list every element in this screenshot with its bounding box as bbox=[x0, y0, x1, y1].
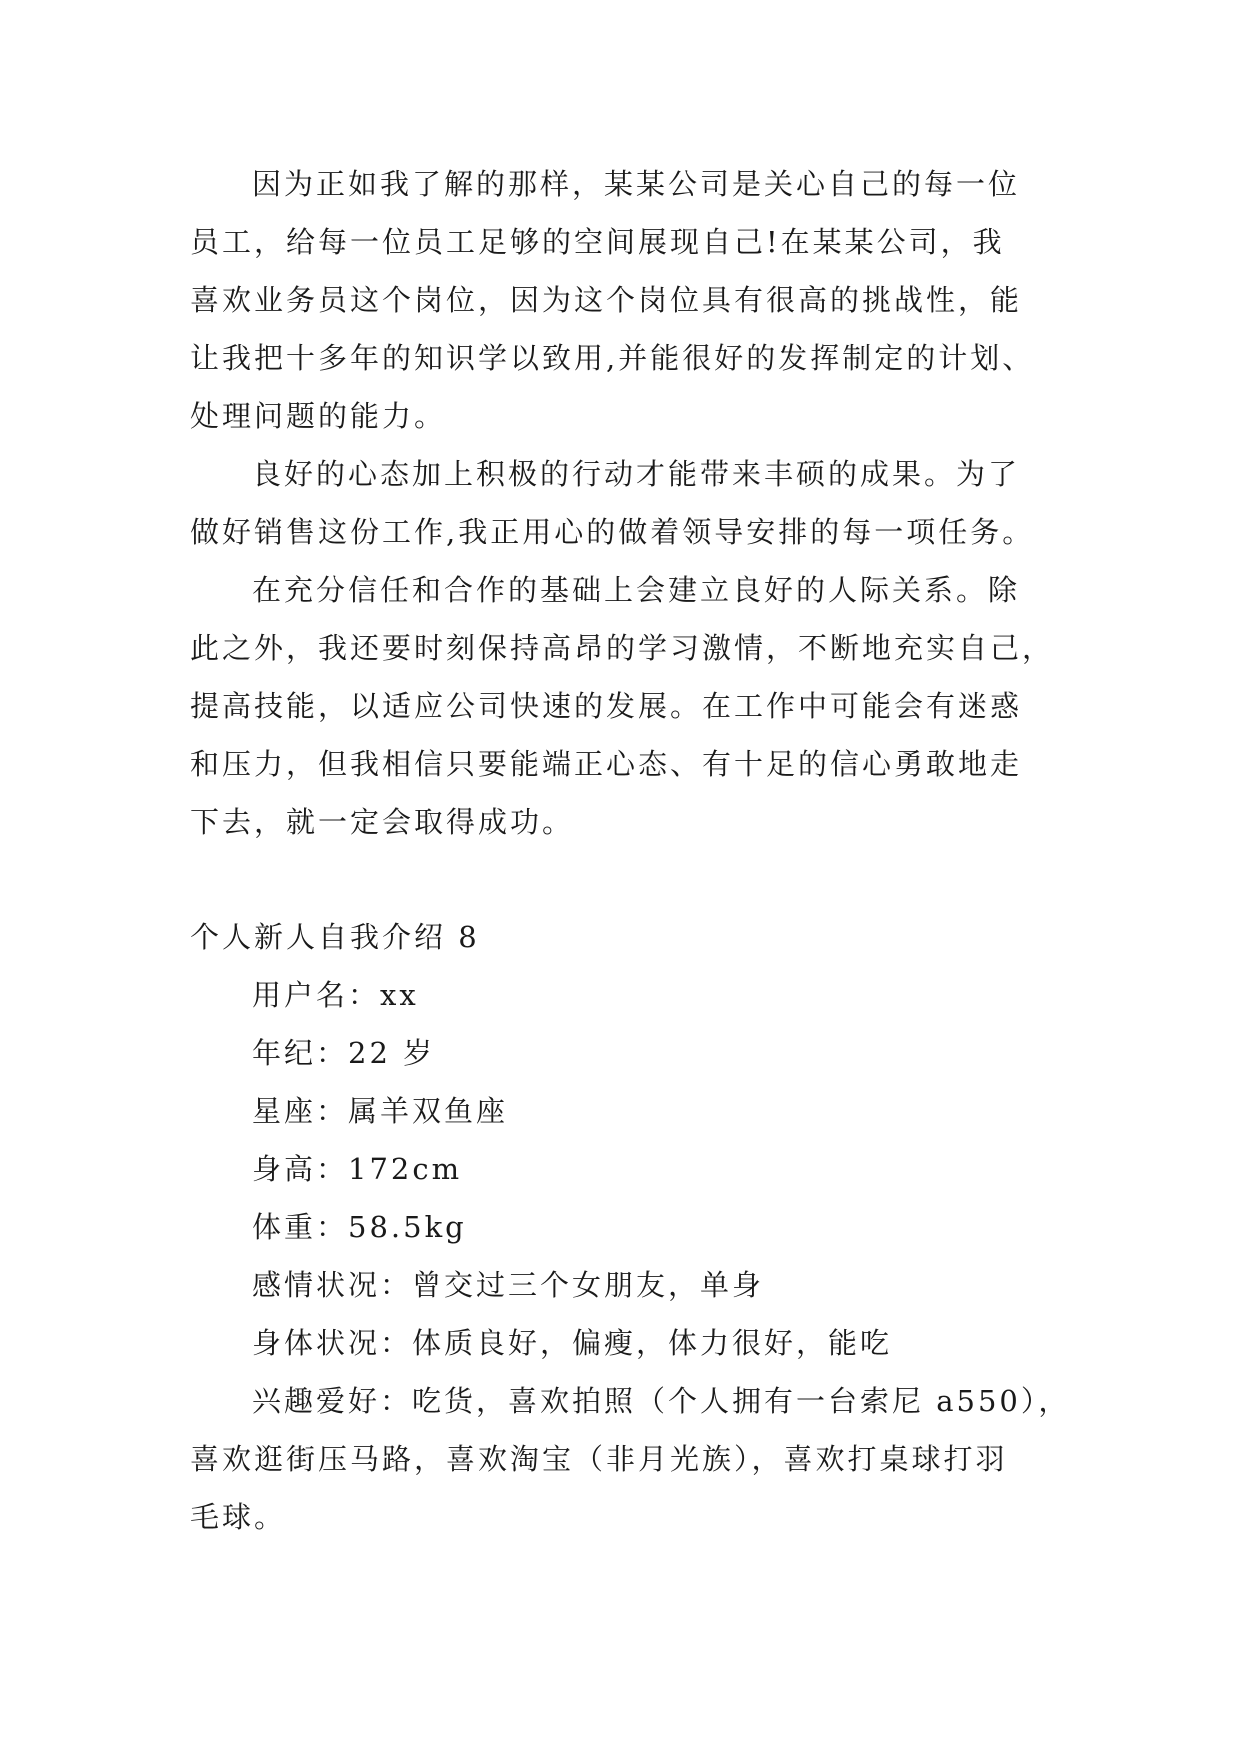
paragraph-1-line: 因为正如我了解的那样，某某公司是关心自己的每一位 bbox=[252, 167, 1021, 201]
section-title: 个人新人自我介绍 8 bbox=[190, 920, 480, 954]
paragraph-3-line: 和压力，但我相信只要能端正心态、有十足的信心勇敢地走 bbox=[190, 747, 1023, 781]
paragraph-2-line: 做好销售这份工作,我正用心的做着领导安排的每一项任务。 bbox=[190, 515, 1035, 549]
profile-username: 用户名：xx bbox=[252, 978, 419, 1012]
profile-health: 身体状况：体质良好，偏瘦，体力很好，能吃 bbox=[252, 1326, 893, 1360]
paragraph-3-line: 下去，就一定会取得成功。 bbox=[190, 805, 575, 839]
paragraph-1-line: 让我把十多年的知识学以致用,并能很好的发挥制定的计划、 bbox=[190, 341, 1035, 375]
profile-weight: 体重：58.5kg bbox=[252, 1210, 467, 1244]
profile-hobbies-continued: 毛球。 bbox=[190, 1500, 287, 1534]
paragraph-2-line: 良好的心态加上积极的行动才能带来丰硕的成果。为了 bbox=[252, 457, 1021, 491]
paragraph-1-line: 员工，给每一位员工足够的空间展现自己!在某某公司，我 bbox=[190, 225, 1005, 259]
paragraph-1-line: 喜欢业务员这个岗位，因为这个岗位具有很高的挑战性，能 bbox=[190, 283, 1023, 317]
profile-hobbies-continued: 喜欢逛街压马路，喜欢淘宝（非月光族），喜欢打桌球打羽 bbox=[190, 1442, 1008, 1476]
profile-hobbies: 兴趣爱好：吃货，喜欢拍照（个人拥有一台索尼 a550）， bbox=[252, 1384, 1071, 1418]
paragraph-3-line: 提高技能，以适应公司快速的发展。在工作中可能会有迷惑 bbox=[190, 689, 1023, 723]
profile-age: 年纪：22 岁 bbox=[252, 1036, 436, 1070]
paragraph-3-line: 此之外，我还要时刻保持高昂的学习激情，不断地充实自己， bbox=[190, 631, 1055, 665]
profile-relationship: 感情状况：曾交过三个女朋友，单身 bbox=[252, 1268, 765, 1302]
profile-height: 身高：172cm bbox=[252, 1152, 463, 1186]
profile-zodiac: 星座：属羊双鱼座 bbox=[252, 1094, 509, 1128]
paragraph-1-line: 处理问题的能力。 bbox=[190, 399, 447, 433]
paragraph-3-line: 在充分信任和合作的基础上会建立良好的人际关系。除 bbox=[252, 573, 1021, 607]
